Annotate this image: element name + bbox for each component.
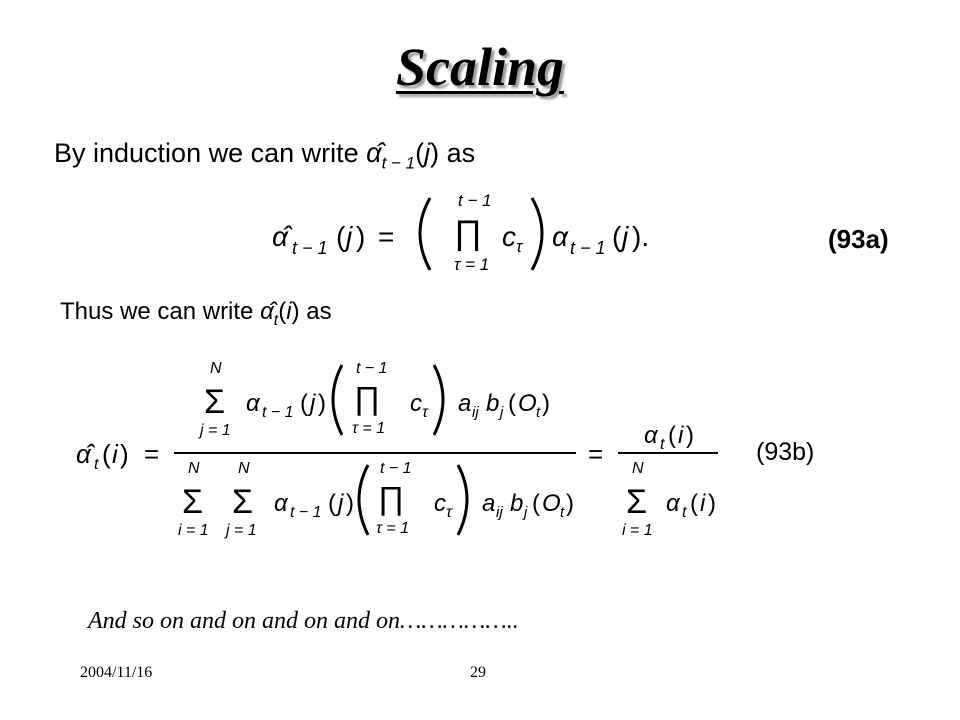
equation-93b-label: (93b) <box>756 438 815 466</box>
svg-text:τ = 1: τ = 1 <box>376 520 410 537</box>
alpha-hat-t-i-inline: $\alphâ_t(i)$ <box>260 298 307 329</box>
svg-text:): ) <box>120 439 129 469</box>
svg-text:j: j <box>500 404 504 421</box>
svg-text:j = 1: j = 1 <box>200 422 231 439</box>
equation-93b <box>70 355 750 545</box>
svg-text:Σ: Σ <box>204 383 226 421</box>
svg-text:c: c <box>434 490 446 517</box>
svg-text:t: t <box>536 404 541 421</box>
svg-text:Σ: Σ <box>626 483 648 521</box>
svg-text:(: ( <box>102 439 111 469</box>
svg-text:τ = 1: τ = 1 <box>454 255 490 274</box>
svg-text:α̂: α̂ <box>76 439 91 469</box>
svg-text:(: ( <box>508 390 516 417</box>
svg-text:N: N <box>238 460 250 477</box>
svg-text:=: = <box>588 439 604 469</box>
svg-text:i = 1: i = 1 <box>622 522 653 539</box>
svg-text:N: N <box>210 360 222 377</box>
svg-text:t − 1: t − 1 <box>292 238 328 258</box>
thus-as: as <box>306 298 332 325</box>
svg-text:∏: ∏ <box>354 380 381 416</box>
svg-text:Σ: Σ <box>232 483 254 521</box>
svg-text:(: ( <box>300 390 308 417</box>
svg-text:): ) <box>566 490 574 517</box>
svg-text:ij: ij <box>496 504 503 521</box>
svg-text:b: b <box>510 490 524 517</box>
svg-text:τ: τ <box>516 237 523 256</box>
svg-text:a: a <box>482 490 496 517</box>
svg-text:i: i <box>700 490 706 517</box>
svg-text:i: i <box>112 439 118 469</box>
svg-text:Σ: Σ <box>182 483 204 521</box>
svg-text:b: b <box>486 390 500 417</box>
svg-text:ij: ij <box>472 404 479 421</box>
svg-text:): ) <box>346 490 354 517</box>
svg-text:j = 1: j = 1 <box>226 522 257 539</box>
slide-title: Scaling <box>395 37 565 97</box>
svg-text:∏: ∏ <box>454 214 482 252</box>
equation-93a <box>270 188 690 278</box>
svg-text:t − 1: t − 1 <box>262 404 294 421</box>
svg-text:j: j <box>346 221 353 252</box>
svg-text:): ) <box>318 390 326 417</box>
svg-text:): ) <box>356 221 366 252</box>
equation-93a-label: (93a) <box>828 224 889 254</box>
svg-text:∏: ∏ <box>378 480 405 516</box>
svg-text:α: α <box>644 422 658 449</box>
alpha-hat-t-minus-1-j-inline: $\alphâ_{t - 1}(j)$ <box>366 138 447 173</box>
svg-text:α̂: α̂ <box>272 221 288 252</box>
svg-text:).: ). <box>632 221 650 252</box>
svg-text:N: N <box>188 460 200 477</box>
svg-text:j: j <box>338 490 344 517</box>
induction-text: By induction we can write <box>54 138 359 168</box>
svg-text:i = 1: i = 1 <box>178 522 209 539</box>
svg-text:a: a <box>458 390 472 417</box>
svg-text:(: ( <box>532 490 540 517</box>
svg-text:O: O <box>518 390 537 417</box>
svg-text:t: t <box>660 436 665 453</box>
svg-text:τ: τ <box>422 404 428 421</box>
svg-text:α: α <box>246 390 260 417</box>
svg-text:j: j <box>310 390 316 417</box>
svg-text:j: j <box>622 221 629 252</box>
svg-text:α: α <box>666 490 680 517</box>
slide-date: 2004/11/16 <box>80 664 153 681</box>
page-number: 29 <box>470 664 486 681</box>
closing-remark: And so on and on and on and on…………….. <box>88 608 519 634</box>
induction-as: as <box>446 138 476 168</box>
thus-sentence <box>60 298 332 330</box>
svg-text:τ: τ <box>446 504 452 521</box>
thus-text: Thus we can write <box>60 298 254 325</box>
svg-text:t: t <box>682 504 687 521</box>
svg-text:=: = <box>378 221 395 252</box>
svg-text:(: ( <box>668 422 676 449</box>
svg-text:=: = <box>144 439 160 469</box>
svg-text:c: c <box>502 221 516 252</box>
svg-text:j: j <box>524 504 528 521</box>
svg-text:α: α <box>274 490 288 517</box>
svg-text:(: ( <box>336 221 346 252</box>
svg-text:(: ( <box>328 490 336 517</box>
svg-text:t − 1: t − 1 <box>380 460 412 477</box>
svg-text:τ = 1: τ = 1 <box>352 420 386 437</box>
svg-text:t − 1: t − 1 <box>356 360 388 377</box>
svg-text:): ) <box>708 490 716 517</box>
svg-text:(: ( <box>612 221 622 252</box>
svg-text:(: ( <box>690 490 698 517</box>
svg-text:i: i <box>678 422 684 449</box>
svg-text:): ) <box>542 390 550 417</box>
svg-text:t − 1: t − 1 <box>290 504 322 521</box>
svg-text:c: c <box>410 390 422 417</box>
svg-text:t − 1: t − 1 <box>570 238 606 258</box>
svg-text:O: O <box>542 490 561 517</box>
induction-sentence <box>54 138 475 173</box>
svg-text:): ) <box>686 422 694 449</box>
svg-text:N: N <box>632 460 644 477</box>
svg-text:t: t <box>560 504 565 521</box>
svg-text:t − 1: t − 1 <box>458 191 492 210</box>
svg-text:t: t <box>94 456 99 473</box>
svg-text:α: α <box>552 221 568 252</box>
